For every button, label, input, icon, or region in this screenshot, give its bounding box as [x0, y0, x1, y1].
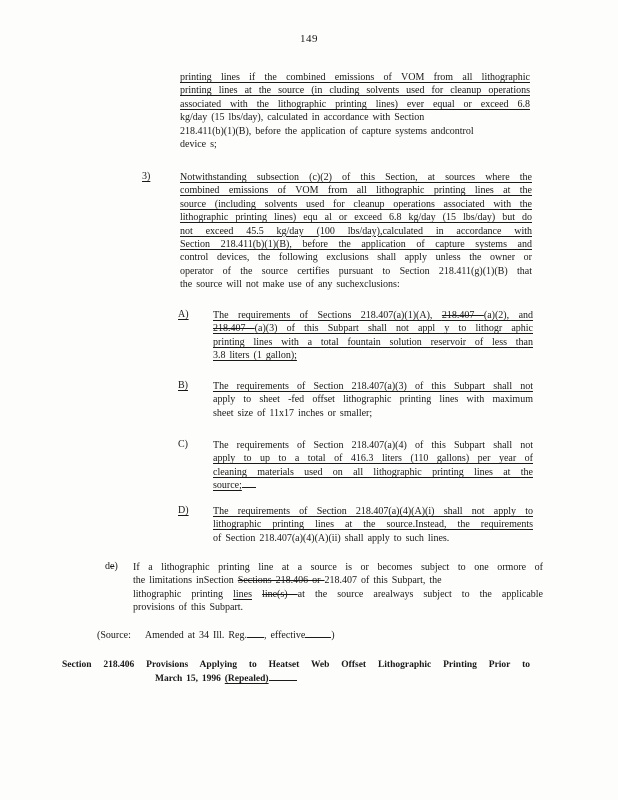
text-run: sheet size of 11x17 inches or smaller; — [213, 407, 373, 419]
text-line — [213, 336, 533, 349]
blank-underline — [305, 634, 331, 638]
text-line — [180, 238, 532, 251]
text-run: Sections 218.406 or — [237, 575, 325, 587]
text-run: associated with the lithographic printing lines) ever equal or exceed 6.8 — [180, 98, 530, 110]
text-line — [155, 673, 475, 686]
text-run: Section 218.411(b)(1)(B), before the application of capture systems and — [180, 238, 532, 250]
text-run: 218.411(b)(1)(B), before the application of capture systems andcontrol — [180, 125, 474, 137]
text-run: lithographic printing lines) equ al or exceed 6.8 kg/day (15 lbs/day) but do — [180, 212, 532, 224]
text-line — [213, 466, 533, 479]
text-run: The requirements of Section 218.407(a)(3) of this Subpart shall not — [213, 381, 533, 392]
text-run: line(s) — [262, 588, 298, 600]
text-run: at the source arealways subject to the applicable — [297, 588, 543, 600]
text-line — [133, 561, 543, 574]
text-run: 218.407 — [213, 323, 255, 335]
text-line — [180, 265, 532, 278]
item-3-label — [142, 171, 150, 182]
text-run: C) — [178, 439, 188, 450]
page-number: 149 — [300, 33, 318, 45]
text-line — [180, 138, 530, 151]
text-line — [133, 601, 543, 614]
text-run — [252, 589, 262, 600]
text-line — [213, 349, 533, 362]
text-run: D) — [178, 505, 189, 516]
text-run: Section 218.406 Provisions Applying to Heatset Web Offset Lithographic Printing Prior to — [62, 660, 530, 670]
text-run: ) — [114, 561, 118, 572]
text-run: ) — [331, 630, 335, 641]
text-run: control devices, the following exclusions shall apply unless the owner or — [180, 252, 532, 264]
text-line — [133, 588, 543, 601]
text-run: , effective — [263, 630, 306, 641]
item-B — [178, 380, 533, 420]
blank-space — [131, 635, 145, 638]
text-line — [62, 659, 530, 672]
text-line — [180, 84, 530, 97]
text-run: provisions of this Subpart. — [133, 602, 244, 614]
blank-underline — [242, 484, 256, 488]
text-line — [180, 71, 530, 84]
text-run: March 15, 1996 — [155, 674, 225, 684]
text-line — [97, 629, 427, 642]
text-line — [133, 574, 543, 587]
paragraph-intro — [180, 71, 530, 151]
text-run: apply to sheet -fed offset lithographic printing lines with maximum — [213, 394, 533, 406]
text-run: lithographic printing lines at the source.Instead, the requirements — [213, 519, 533, 531]
text-line — [213, 407, 533, 420]
section-heading-line1 — [62, 659, 530, 672]
item-D — [178, 505, 533, 545]
text-line — [180, 111, 530, 124]
text-run: B) — [178, 380, 188, 391]
text-line — [213, 309, 533, 322]
text-run: the source will not make use of any suchexclusions: — [180, 279, 400, 291]
item-d — [105, 561, 543, 615]
text-run: source; — [213, 480, 242, 492]
text-run: 218.407 — [441, 310, 484, 321]
text-line — [180, 211, 532, 224]
text-line — [180, 125, 530, 138]
section-heading-line2 — [155, 673, 475, 686]
text-run: lithographic printing — [133, 588, 234, 600]
text-run: the limitations inSection — [133, 575, 238, 587]
text-line — [180, 98, 530, 111]
text-line — [213, 322, 533, 335]
text-run: (a)(2), and — [483, 310, 533, 321]
text-run: 3.8 liters (1 gallon); — [213, 350, 297, 362]
item-d-label — [105, 561, 118, 572]
text-run: printing lines with a total fountain solution reservoir of less than — [213, 336, 533, 348]
text-run: cleaning materials used on all lithographic printing lines at the — [213, 466, 533, 478]
text-run: apply to up to a total of 416.3 liters (110 gallons) per year of — [213, 453, 533, 465]
item-3 — [142, 171, 532, 292]
item-D-label — [178, 505, 189, 516]
text-run: 218.407 of this Subpart, the — [324, 575, 442, 587]
text-run: device s; — [180, 138, 217, 150]
text-line — [213, 518, 533, 531]
text-run: combined emissions of VOM from all lithographic printing lines at the — [180, 185, 532, 197]
item-A-label — [178, 309, 189, 320]
text-run: (Repealed) — [224, 674, 269, 684]
text-run: operator of the source certifies pursuant to Section 218.411(g)(1)(B) that — [180, 265, 532, 277]
text-run: d — [105, 561, 110, 572]
text-run: source (including solvents used for cleanup operations associated with the — [180, 198, 532, 210]
text-run: e — [110, 561, 115, 572]
text-run: kg/day (15 lbs/day), calculated in accordance with Section — [180, 112, 425, 124]
blank-underline — [269, 677, 297, 681]
text-run: The requirements of Section 218.407(a)(4) of this Subpart shall not — [213, 440, 533, 451]
text-run: (Source: — [97, 630, 131, 641]
blank-underline — [247, 634, 264, 638]
text-line — [213, 452, 533, 465]
text-run: The requirements of Section 218.407(a)(4)(A)(i) shall not apply to — [213, 506, 533, 517]
text-line — [213, 532, 533, 545]
text-line — [213, 380, 533, 393]
text-run: 3) — [142, 171, 151, 182]
text-line — [213, 479, 533, 492]
item-C-label — [178, 439, 188, 450]
text-run: Amended at 34 Ill. Reg. — [144, 630, 247, 641]
text-run: of Section 218.407(a)(4)(A)(ii) shall apply to such lines. — [213, 532, 450, 544]
text-line — [180, 171, 532, 184]
text-line — [213, 393, 533, 406]
text-line — [180, 251, 532, 264]
text-run: The requirements of Sections 218.407(a)(1)(A), — [213, 310, 442, 321]
text-line — [213, 439, 533, 452]
text-run: If a lithographic printing line at a source is or becomes subject to one ormore of — [133, 562, 543, 573]
item-C — [178, 439, 533, 493]
text-line — [180, 225, 532, 238]
item-B-label — [178, 380, 188, 391]
source-note — [97, 629, 427, 642]
text-run: printing lines if the combined emissions of VOM from all lithographic — [180, 72, 530, 83]
text-run: (a)(3) of this Subpart shall not appl y to lithogr aphic — [254, 323, 533, 335]
text-run: not exceed 45.5 kg/day (100 lbs/day),calculated in accordance with — [180, 225, 532, 237]
text-run: lines — [233, 588, 252, 600]
text-run: Notwithstanding subsection (c)(2) of this Section, at sources where the — [180, 172, 532, 183]
item-A — [178, 309, 533, 363]
text-run: A) — [178, 309, 189, 320]
text-line — [180, 184, 532, 197]
text-line — [180, 278, 532, 291]
text-line — [213, 505, 533, 518]
text-line — [180, 198, 532, 211]
text-run: printing lines at the source (in cluding solvents used for cleanup operations — [180, 85, 530, 97]
